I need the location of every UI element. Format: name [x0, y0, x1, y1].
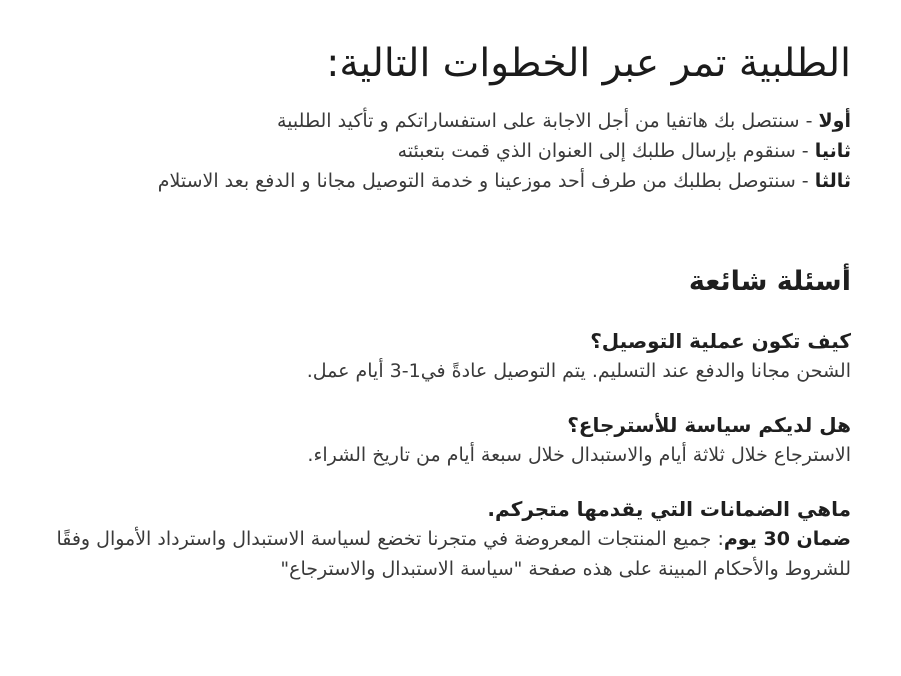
faq-item-delivery	[40, 326, 851, 386]
guarantee-label: ضمان 30 يوم	[723, 528, 851, 550]
faq-item-guarantee	[40, 494, 851, 584]
step-item-3	[40, 166, 851, 196]
step-text: - سنتصل بك هاتفيا من أجل الاجابة على استفساراتكم و تأكيد الطلبية	[276, 110, 819, 132]
step-item-2	[40, 136, 851, 166]
guarantee-text: : جميع المنتجات المعروضة في متجرنا تخضع لسياسة الاستبدال واسترداد الأموال وفقًا للشروط والأحكام المبينة على هذه صفحة "سياسة الاستبدال والاسترجاع"	[56, 528, 851, 580]
step-label: أولا	[818, 110, 851, 132]
faq-answer	[40, 524, 851, 584]
steps-list	[40, 106, 851, 196]
step-label: ثالثا	[814, 170, 851, 192]
faq-question: كيف تكون عملية التوصيل؟	[590, 329, 851, 353]
step-item-1	[40, 106, 851, 136]
faq-heading: أسئلة شائعة	[688, 266, 851, 297]
faq-question: هل لديكم سياسة للأسترجاع؟	[567, 413, 851, 437]
page-title: الطلبية تمر عبر الخطوات التالية:	[326, 41, 851, 86]
faq-question: ماهي الضمانات التي يقدمها متجركم.	[487, 497, 851, 521]
faq-answer: الاسترجاع خلال ثلاثة أيام والاستبدال خلال سبعة أيام من تاريخ الشراء.	[307, 444, 851, 466]
faq-answer: الشحن مجانا والدفع عند التسليم. يتم التوصيل عادةً في1-3 أيام عمل.	[306, 360, 851, 382]
step-text: - سنتوصل بطلبك من طرف أحد موزعينا و خدمة التوصيل مجانا و الدفع بعد الاستلام	[157, 170, 815, 192]
step-label: ثانيا	[814, 140, 851, 162]
step-text: - سنقوم بإرسال طلبك إلى العنوان الذي قمت بتعبئته	[397, 140, 815, 162]
faq-item-returns	[40, 410, 851, 470]
